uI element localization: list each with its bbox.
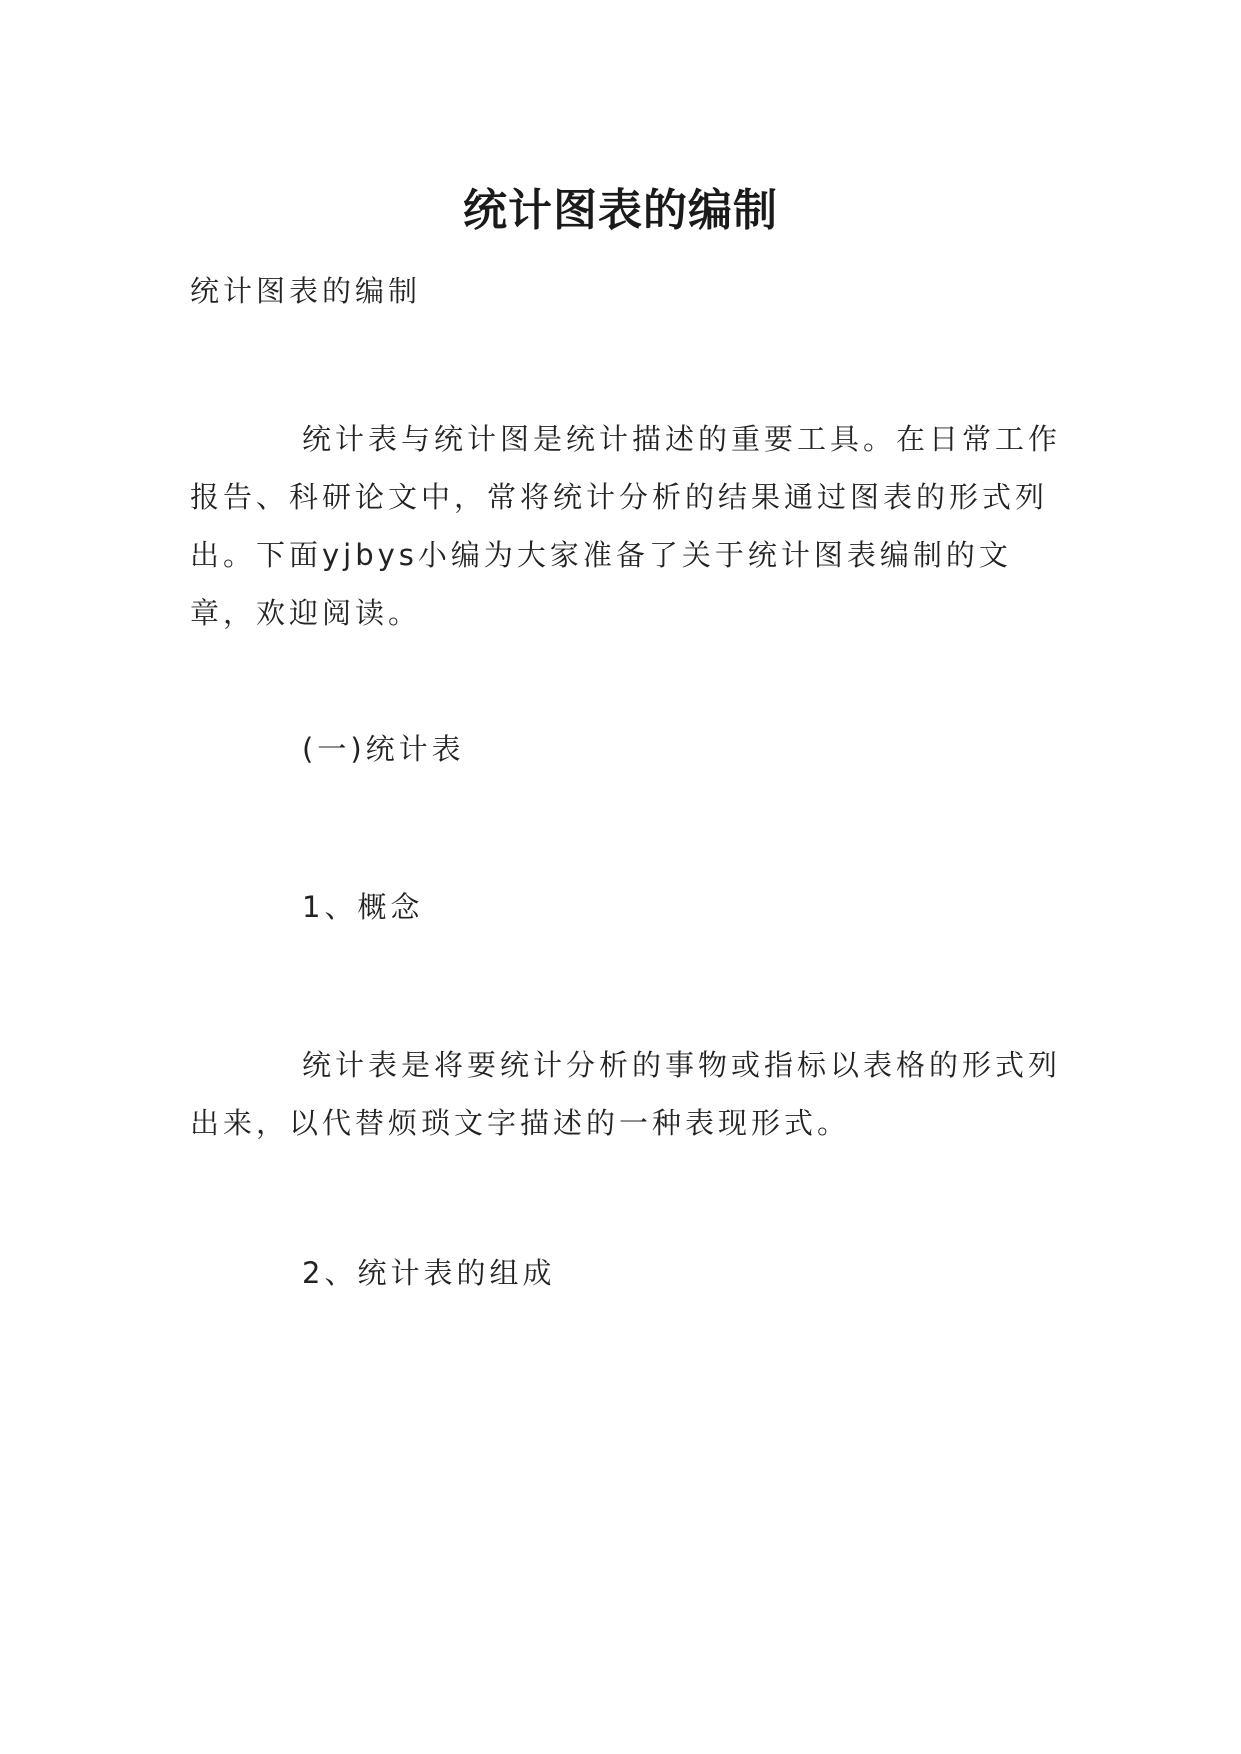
item1-heading: 1、概念 — [302, 890, 424, 924]
item2-heading: 2、统计表的组成 — [302, 1256, 556, 1290]
item1-body: 统计表是将要统计分析的事物或指标以表格的形式列出来，以代替烦琐文字描述的一种表现形式。 — [190, 1048, 1062, 1140]
document-title: 统计图表的编制 — [463, 185, 778, 237]
section-heading: (一)统计表 — [302, 732, 465, 766]
intro-paragraph: 统计表与统计图是统计描述的重要工具。在日常工作报告、科研论文中，常将统计分析的结果通过图表的形式列出。下面yjbys小编为大家准备了关于统计图表编制的文章，欢迎阅读。 — [190, 422, 1062, 630]
document-subtitle: 统计图表的编制 — [190, 274, 422, 308]
